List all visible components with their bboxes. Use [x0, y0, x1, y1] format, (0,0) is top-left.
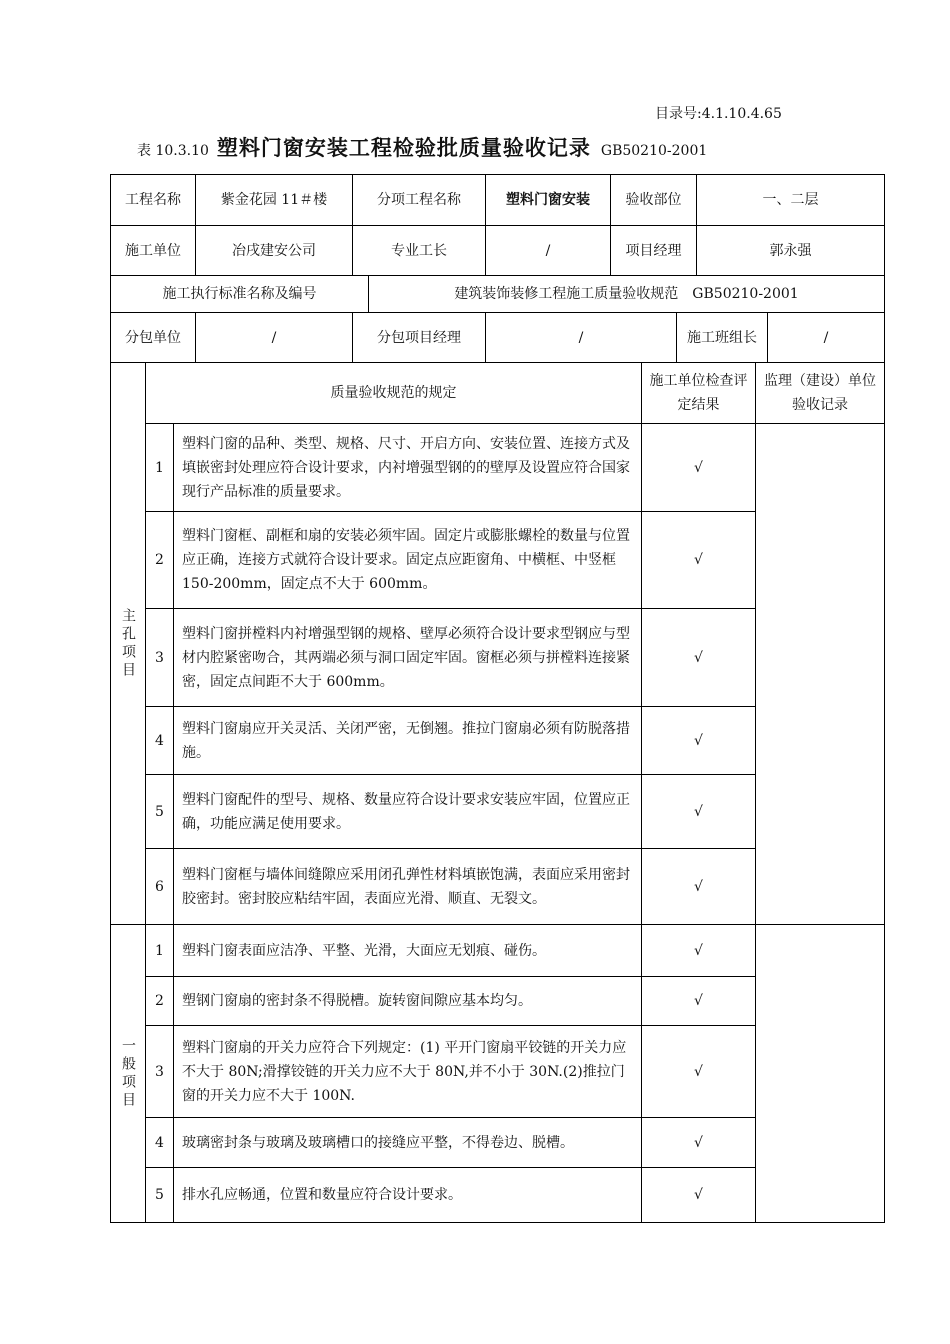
main-section-label-text: 主孔项目	[120, 607, 136, 680]
general-item-text: 玻璃密封条与玻璃及玻璃槽口的接缝应平整，不得卷边、脱槽。	[173, 1117, 642, 1168]
main-item-result: √	[641, 608, 756, 707]
general-item-text: 排水孔应畅通，位置和数量应符合设计要求。	[173, 1167, 642, 1223]
main-item-no: 4	[145, 706, 174, 775]
column-supervision-header: 监理（建设）单位验收记录	[755, 362, 885, 424]
sub-manager-value: /	[485, 312, 677, 363]
general-item-no: 1	[145, 924, 174, 977]
title-main: 塑料门窗安装工程检验批质量验收记录	[216, 136, 591, 160]
main-item-no: 5	[145, 774, 174, 849]
general-item-result: √	[641, 924, 756, 977]
general-item-no: 4	[145, 1117, 174, 1168]
sub-manager-label: 分包项目经理	[352, 312, 486, 363]
construction-unit-value: 冶戌建安公司	[195, 225, 353, 276]
main-item-no: 2	[145, 511, 174, 609]
main-item-text: 塑料门窗框与墙体间缝隙应采用闭孔弹性材料填嵌饱满，表面应采用密封胶密封。密封胶应粘结牢固，表面应光滑、顺直、无裂文。	[173, 848, 642, 925]
main-item-result: √	[641, 848, 756, 925]
main-item-result: √	[641, 511, 756, 609]
subcontract-label: 分包单位	[110, 312, 196, 363]
project-name-value: 紫金花园 11＃楼	[195, 174, 353, 226]
main-supervision-cell	[755, 423, 885, 925]
main-item-result: √	[641, 774, 756, 849]
foreman-value: /	[485, 225, 611, 276]
main-item-text: 塑料门窗的品种、类型、规格、尺寸、开启方向、安装位置、连接方式及填嵌密封处理应符合设计要求，内衬增强型钢的的壁厚及设置应符合国家现行产品标准的质量要求。	[173, 423, 642, 512]
general-item-text: 塑料门窗表面应洁净、平整、光滑，大面应无划痕、碰伤。	[173, 924, 642, 977]
main-item-no: 1	[145, 423, 174, 512]
table-number: 表 10.3.10	[137, 143, 209, 159]
page-title	[137, 132, 707, 162]
catalog-number: 目录号:4.1.10.4.65	[655, 106, 782, 122]
general-item-result: √	[641, 1167, 756, 1223]
main-item-no: 3	[145, 608, 174, 707]
general-item-result: √	[641, 1025, 756, 1118]
accept-part-label: 验收部位	[610, 174, 697, 226]
main-item-text: 塑料门窗框、副框和扇的安装必须牢固。固定片或膨胀螺栓的数量与位置应正确，连接方式就符合设计要求。固定点应距窗角、中横框、中竖框 150-200mm，固定点不大于 600mm。	[173, 511, 642, 609]
general-section-label-text: 一般项目	[120, 1037, 136, 1110]
foreman-label: 专业工长	[352, 225, 486, 276]
general-item-no: 3	[145, 1025, 174, 1118]
sub-project-value: 塑料门窗安装	[485, 174, 611, 226]
team-leader-label: 施工班组长	[676, 312, 768, 363]
column-self-check-header: 施工单位检查评定结果	[641, 362, 756, 424]
subcontract-value: /	[195, 312, 353, 363]
general-item-result: √	[641, 1117, 756, 1168]
main-item-text: 塑料门窗扇应开关灵活、关闭严密，无倒翘。推拉门窗扇必须有防脱落措施。	[173, 706, 642, 775]
standard-value: 建筑装饰装修工程施工质量验收规范 GB50210-2001	[368, 275, 885, 313]
sub-project-label: 分项工程名称	[352, 174, 486, 226]
project-name-label: 工程名称	[110, 174, 196, 226]
main-item-text: 塑料门窗拼樘料内衬增强型钢的规格、壁厚必须符合设计要求型钢应与型材内腔紧密吻合，其两端必须与洞口固定牢固。窗框必须与拼樘料连接紧密，固定点间距不大于 600mm。	[173, 608, 642, 707]
general-item-no: 2	[145, 976, 174, 1026]
general-section-label	[110, 924, 146, 1223]
general-item-text: 塑料门窗扇的开关力应符合下列规定：(1) 平开门窗扇平铰链的开关力应不大于 80N;滑撑铰链的开关力应不大于 80N,并不小于 30N.(2)推拉门窗的开关力应不大于 100N.	[173, 1025, 642, 1118]
general-item-result: √	[641, 976, 756, 1026]
manager-value: 郭永强	[696, 225, 885, 276]
column-spec-header: 质量验收规范的规定	[145, 362, 642, 424]
main-item-no: 6	[145, 848, 174, 925]
standard-label: 施工执行标准名称及编号	[110, 275, 369, 313]
main-section-label	[110, 362, 146, 925]
general-supervision-cell	[755, 924, 885, 1223]
main-item-result: √	[641, 423, 756, 512]
construction-unit-label: 施工单位	[110, 225, 196, 276]
title-standard: GB50210-2001	[600, 143, 708, 159]
manager-label: 项目经理	[610, 225, 697, 276]
general-item-text: 塑钢门窗扇的密封条不得脱槽。旋转窗间隙应基本均匀。	[173, 976, 642, 1026]
team-leader-value: /	[767, 312, 885, 363]
main-item-text: 塑料门窗配件的型号、规格、数量应符合设计要求安装应牢固，位置应正确，功能应满足使用要求。	[173, 774, 642, 849]
main-item-result: √	[641, 706, 756, 775]
accept-part-value: 一、二层	[696, 174, 885, 226]
general-item-no: 5	[145, 1167, 174, 1223]
